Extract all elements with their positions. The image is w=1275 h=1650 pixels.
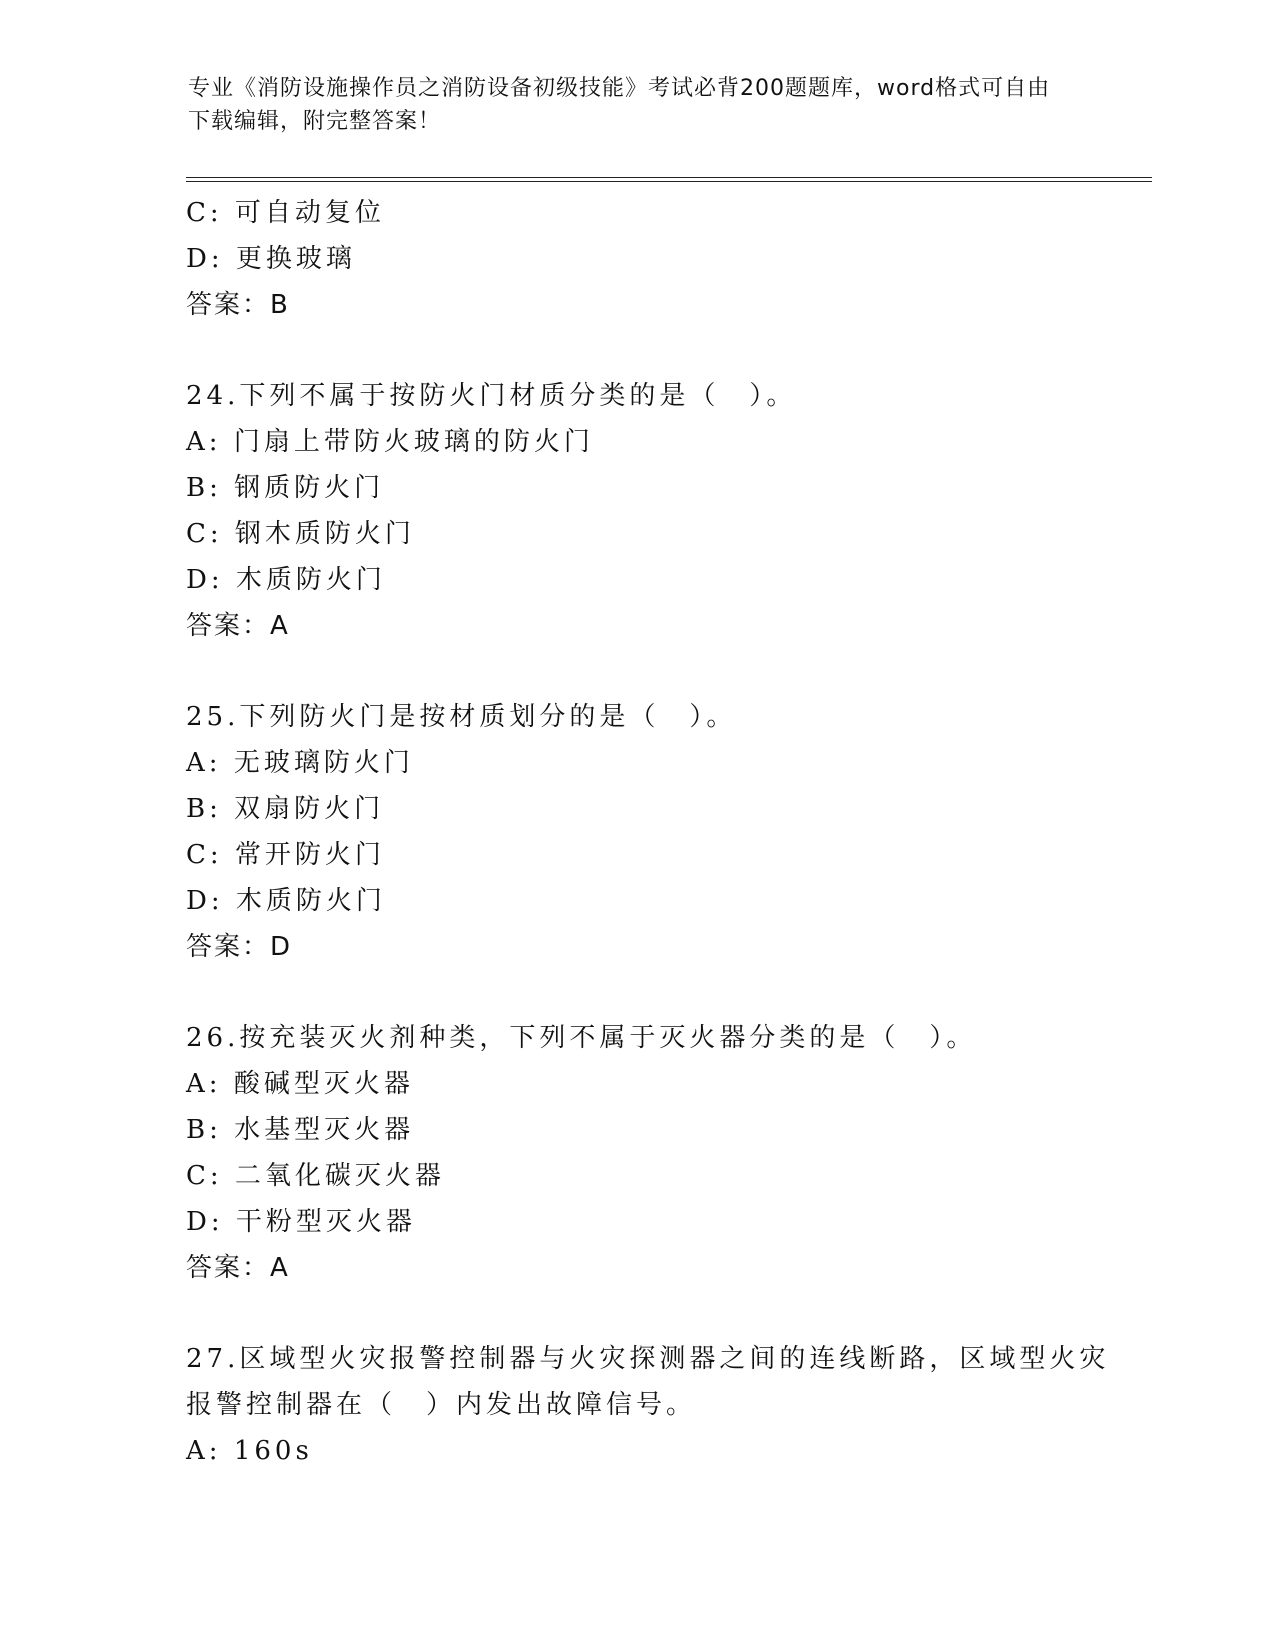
option-text: 干粉型灭火器	[235, 1207, 416, 1237]
answer-line: 答案：A	[186, 611, 290, 641]
option-text: 更换玻璃	[235, 244, 356, 274]
option-letter: B:	[186, 473, 222, 503]
question-27	[186, 1336, 1110, 1382]
option-text: 木质防火门	[235, 565, 386, 595]
option-letter: D:	[186, 1207, 224, 1237]
option-c	[186, 190, 1086, 236]
option-text: 二氧化碳灭火器	[234, 1161, 445, 1191]
option-b	[186, 1107, 1086, 1153]
option-text: 钢木质防火门	[234, 519, 415, 549]
option-letter: A:	[186, 1436, 222, 1466]
answer-line: 答案：D	[186, 932, 293, 962]
document-header: 专业《消防设施操作员之消防设备初级技能》考试必背200题题库，word格式可自由下载编辑，附完整答案！	[188, 76, 1051, 134]
option-d	[186, 878, 1086, 924]
option-text: 酸碱型灭火器	[233, 1069, 414, 1099]
question-number: 27.	[186, 1344, 240, 1374]
question-25	[186, 694, 1086, 740]
option-text: 常开防火门	[234, 840, 385, 870]
option-text: 钢质防火门	[234, 473, 385, 503]
question-text: 下列不属于按防火门材质分类的是（ ）。	[239, 381, 797, 411]
option-d	[186, 1199, 1086, 1245]
question-text: 按充装灭火剂种类，下列不属于灭火器分类的是（ ）。	[239, 1023, 977, 1053]
answer-line: 答案：B	[186, 290, 290, 320]
option-text: 可自动复位	[234, 198, 385, 228]
option-letter: D:	[186, 886, 224, 916]
option-text: 木质防火门	[235, 886, 386, 916]
option-letter: C:	[186, 519, 223, 549]
question-text-line-1: 区域型火灾报警控制器与火灾探测器之间的连线断路，区域型火灾	[239, 1344, 1110, 1374]
option-b	[186, 465, 1086, 511]
option-letter: A:	[186, 427, 222, 457]
option-text: 无玻璃防火门	[233, 748, 414, 778]
option-a	[186, 419, 1086, 465]
question-number: 25.	[186, 702, 240, 732]
option-d	[186, 236, 1086, 282]
header-divider-top	[186, 177, 1152, 178]
question-number: 24.	[186, 381, 240, 411]
question-27-continuation	[186, 1382, 1086, 1428]
option-c	[186, 511, 1086, 557]
option-d	[186, 557, 1086, 603]
option-text: 水基型灭火器	[234, 1115, 415, 1145]
question-text: 下列防火门是按材质划分的是（ ）。	[239, 702, 737, 732]
option-a	[186, 1428, 1086, 1474]
header-divider-bottom	[186, 181, 1152, 182]
option-letter: C:	[186, 840, 223, 870]
question-number: 26.	[186, 1023, 240, 1053]
option-text: 160s	[233, 1436, 313, 1466]
option-text: 门扇上带防火玻璃的防火门	[233, 427, 594, 457]
question-24	[186, 373, 1086, 419]
question-26	[186, 1015, 1086, 1061]
option-letter: D:	[186, 565, 224, 595]
option-letter: D:	[186, 244, 224, 274]
option-letter: A:	[186, 748, 222, 778]
answer-line: 答案：A	[186, 1253, 290, 1283]
option-letter: B:	[186, 1115, 222, 1145]
question-content	[186, 190, 1110, 1474]
option-letter: B:	[186, 794, 222, 824]
question-text-line-2: 报警控制器在（ ）内发出故障信号。	[186, 1390, 697, 1420]
option-a	[186, 1061, 1086, 1107]
option-letter: C:	[186, 198, 223, 228]
option-c	[186, 1153, 1086, 1199]
option-c	[186, 832, 1086, 878]
option-b	[186, 786, 1086, 832]
option-a	[186, 740, 1086, 786]
option-text: 双扇防火门	[234, 794, 385, 824]
option-letter: C:	[186, 1161, 223, 1191]
option-letter: A:	[186, 1069, 222, 1099]
